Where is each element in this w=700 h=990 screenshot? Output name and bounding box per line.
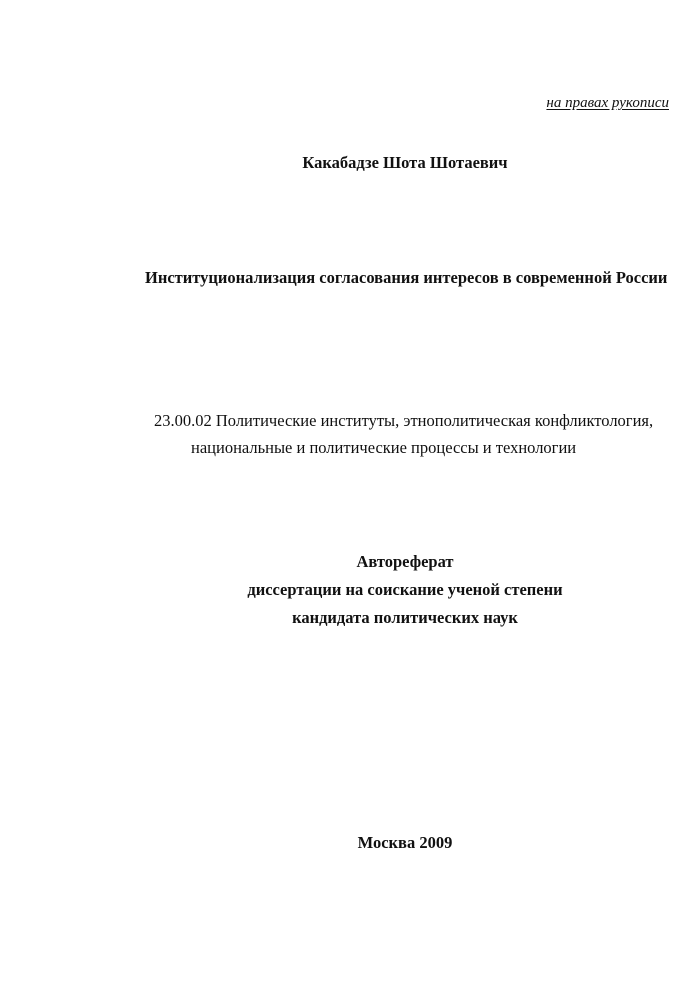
- abstract-heading: Автореферат: [356, 552, 454, 571]
- specialty-line-1: 23.00.02 Политические институты, этнополитическая конфликтология,: [154, 411, 654, 430]
- city-year: Москва 2009: [357, 833, 453, 852]
- rights-note: на правах рукописи: [546, 95, 669, 111]
- abstract-field-line: кандидата политических наук: [292, 608, 518, 627]
- abstract-degree-line: диссертации на соискание ученой степени: [247, 580, 563, 599]
- author-name: Какабадзе Шота Шотаевич: [302, 153, 508, 172]
- dissertation-title: Институционализация согласования интересов в современной России: [145, 268, 668, 287]
- specialty-line-2: национальные и политические процессы и технологии: [191, 438, 577, 457]
